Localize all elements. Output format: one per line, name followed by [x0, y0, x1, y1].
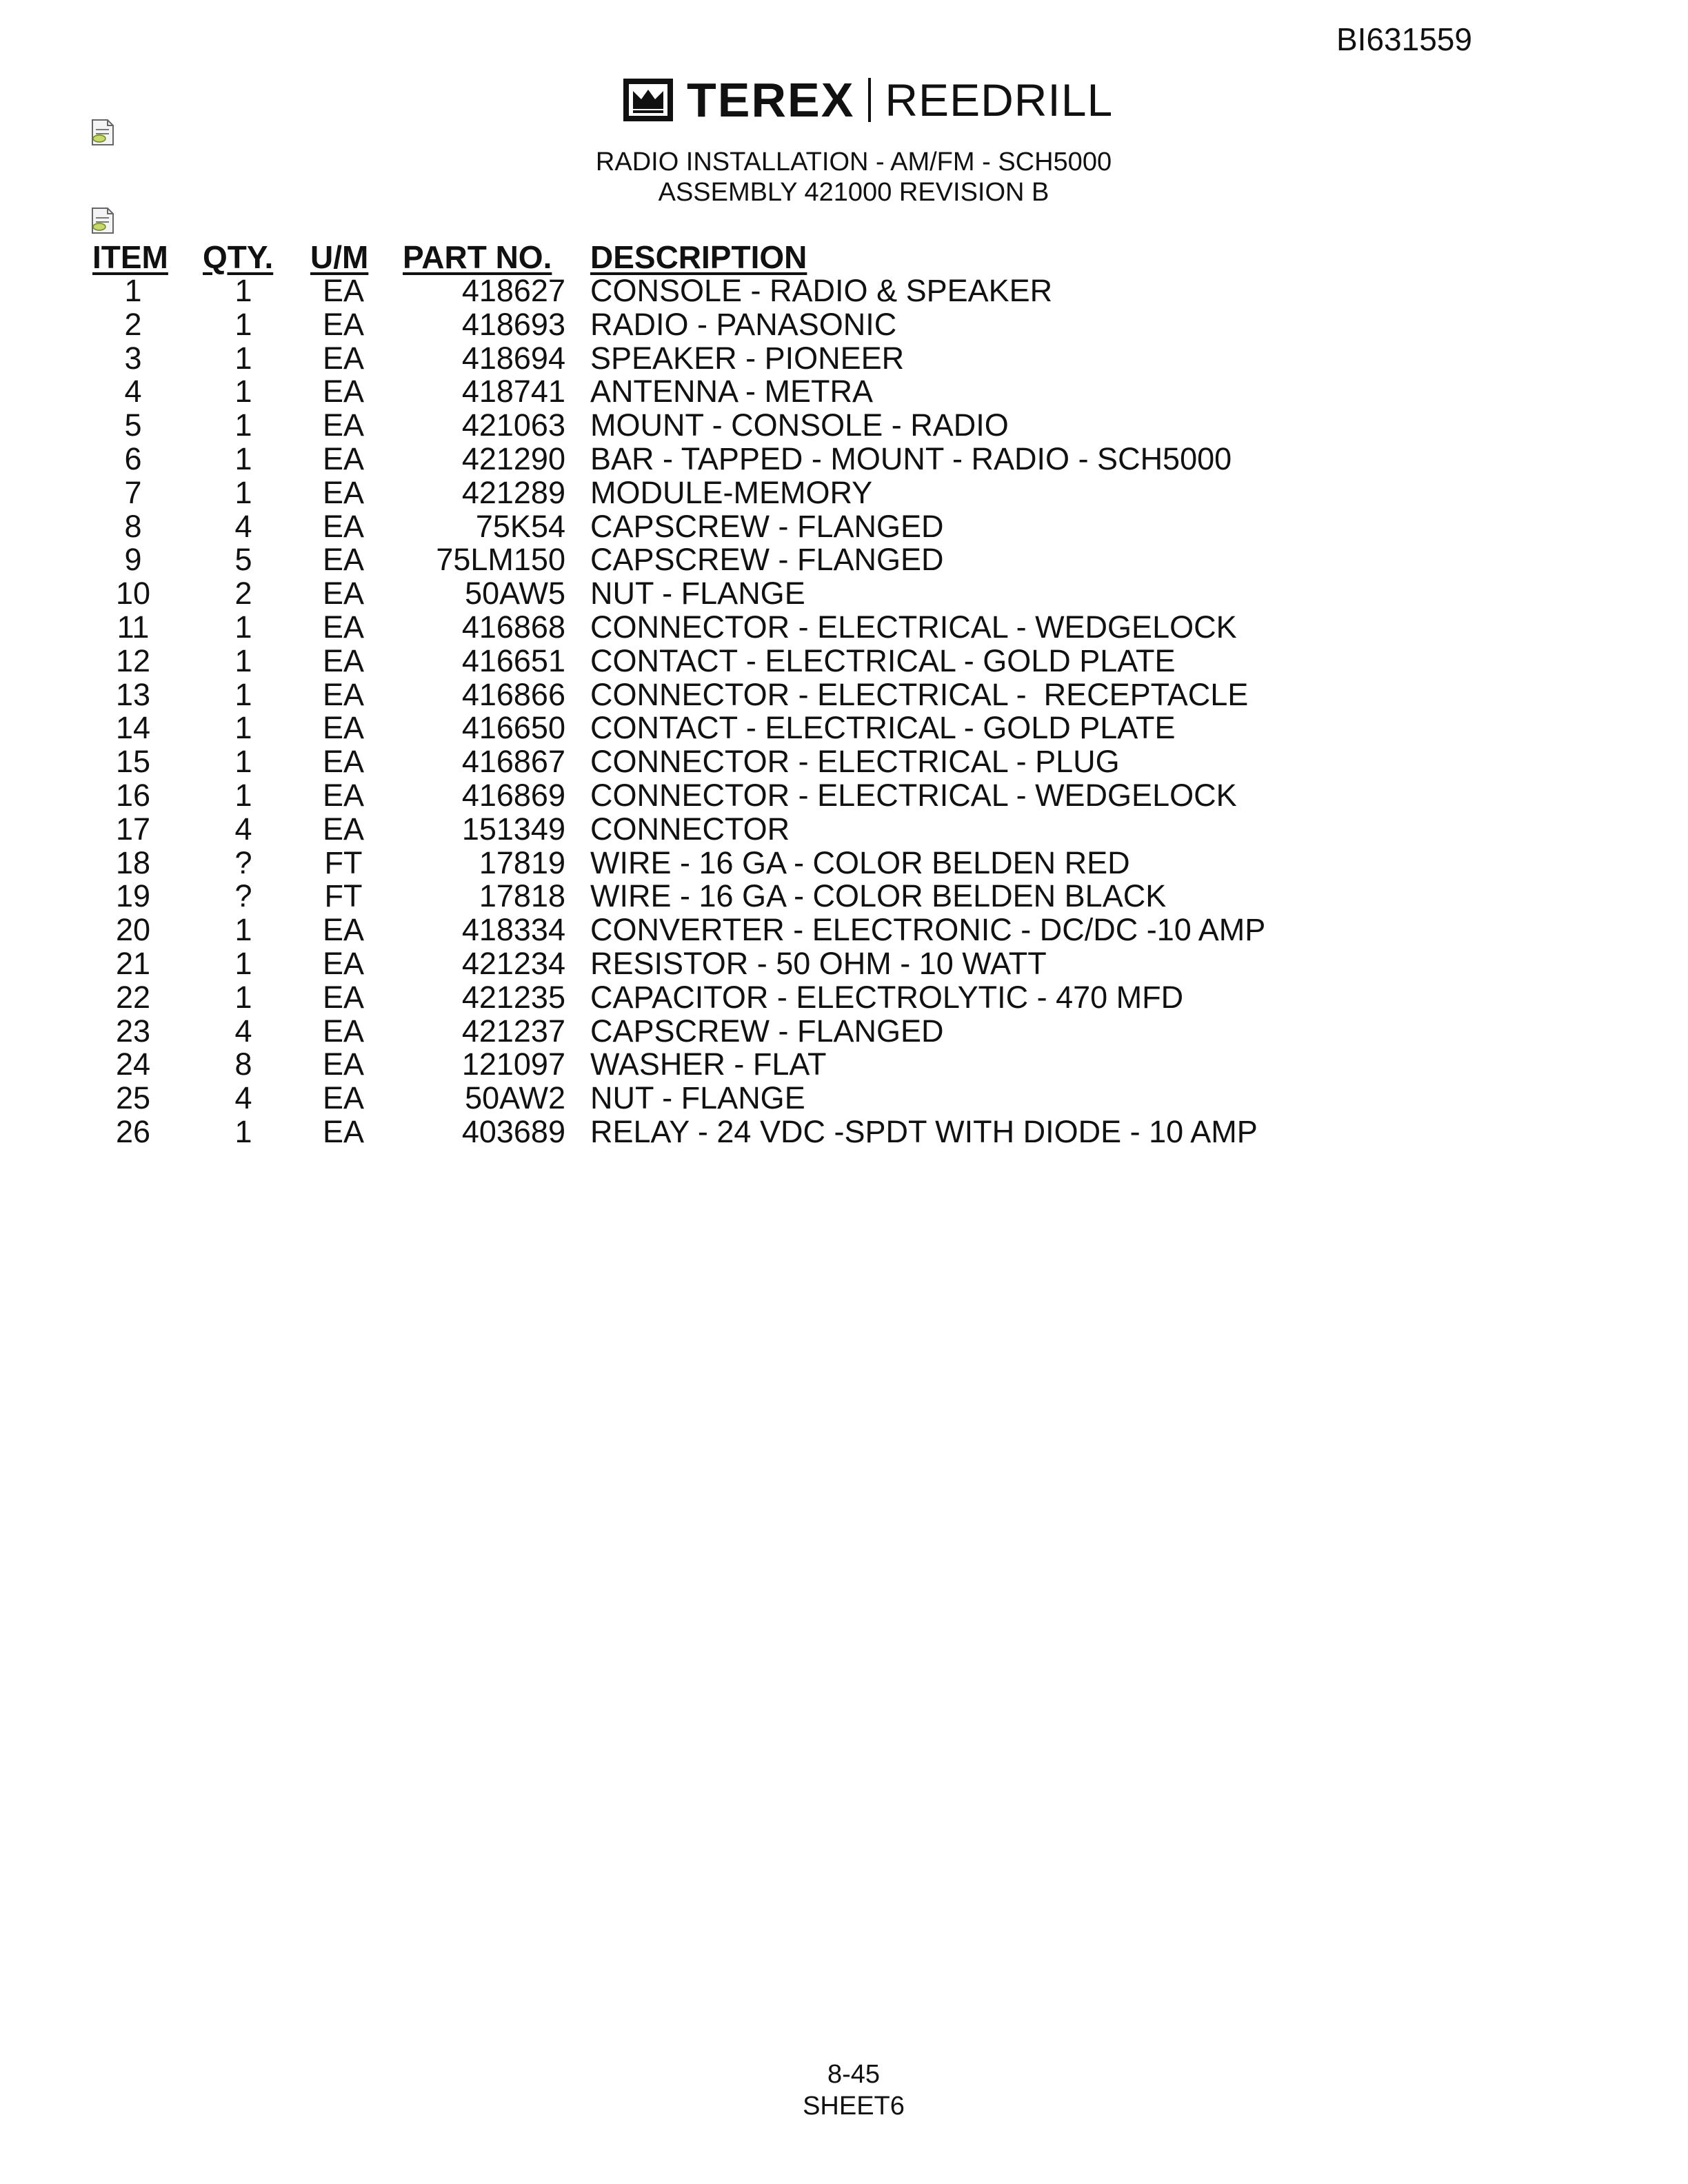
row-part-no: 416866 — [461, 676, 565, 712]
row-part-no: 416867 — [461, 744, 565, 780]
row-part-no: 416869 — [461, 778, 565, 813]
row-um: FT — [324, 845, 363, 880]
row-description: CONNECTOR - ELECTRICAL - PLUG — [590, 744, 1120, 780]
logo-divider — [868, 78, 871, 122]
row-part-no: 121097 — [461, 1046, 565, 1082]
row-part-no: 17819 — [479, 845, 565, 880]
header-part-no: PART NO. — [403, 239, 552, 275]
row-um: EA — [322, 273, 365, 308]
logo-brand-text: TEREX — [687, 73, 855, 127]
row-um: EA — [322, 912, 365, 948]
document-title: RADIO INSTALLATION - AM/FM - SCH5000 — [595, 148, 1112, 176]
row-part-no: 151349 — [461, 811, 565, 847]
row-qty: ? — [234, 845, 252, 880]
row-part-no: 416868 — [461, 609, 565, 645]
table-row — [0, 542, 1688, 576]
row-item: 3 — [124, 340, 142, 376]
page-number: 8-45 — [827, 2060, 881, 2089]
table-row — [0, 341, 1688, 374]
row-item: 25 — [115, 1080, 151, 1116]
row-item: 15 — [115, 744, 151, 780]
row-qty: 1 — [234, 407, 252, 443]
row-item: 9 — [124, 542, 142, 578]
table-row — [0, 407, 1688, 441]
header-um: U/M — [310, 239, 369, 275]
sheet-number: SHEET6 — [803, 2092, 905, 2121]
row-item: 23 — [115, 1013, 151, 1049]
table-row — [0, 878, 1688, 912]
table-row — [0, 811, 1688, 845]
row-qty: 1 — [234, 609, 252, 645]
row-qty: 4 — [234, 1013, 252, 1049]
row-item: 10 — [115, 576, 151, 611]
row-part-no: 421235 — [461, 979, 565, 1015]
row-description: MODULE-MEMORY — [590, 474, 873, 510]
row-description: BAR - TAPPED - MOUNT - RADIO - SCH5000 — [590, 441, 1232, 476]
row-description: NUT - FLANGE — [590, 576, 805, 611]
row-description: CONVERTER - ELECTRONIC - DC/DC -10 AMP — [590, 912, 1266, 948]
row-um: EA — [322, 710, 365, 746]
row-part-no: 421237 — [461, 1013, 565, 1049]
table-row — [0, 509, 1688, 543]
row-description: CONTACT - ELECTRICAL - GOLD PLATE — [590, 710, 1176, 746]
row-um: EA — [322, 508, 365, 544]
row-qty: 8 — [234, 1046, 252, 1082]
row-item: 8 — [124, 508, 142, 544]
row-item: 26 — [115, 1114, 151, 1149]
row-item: 21 — [115, 946, 151, 981]
row-item: 1 — [124, 273, 142, 308]
row-qty: 4 — [234, 811, 252, 847]
row-qty: 1 — [234, 979, 252, 1015]
row-qty: 1 — [234, 1114, 252, 1149]
row-qty: 1 — [234, 441, 252, 476]
table-row — [0, 374, 1688, 410]
row-part-no: 418693 — [461, 306, 565, 342]
row-part-no: 416650 — [461, 710, 565, 746]
row-description: WASHER - FLAT — [590, 1046, 827, 1082]
row-description: SPEAKER - PIONEER — [590, 340, 905, 376]
row-description: MOUNT - CONSOLE - RADIO — [590, 407, 1009, 443]
row-qty: 1 — [234, 340, 252, 376]
row-um: EA — [322, 946, 365, 981]
table-row — [0, 576, 1688, 609]
document-id: BI631559 — [1336, 21, 1472, 57]
row-description: RELAY - 24 VDC -SPDT WITH DIODE - 10 AMP — [590, 1114, 1258, 1149]
table-row — [0, 912, 1688, 946]
row-um: EA — [322, 979, 365, 1015]
table-row — [0, 710, 1688, 744]
row-qty: ? — [234, 878, 252, 914]
row-part-no: 418694 — [461, 340, 565, 376]
row-um: EA — [322, 340, 365, 376]
row-part-no: 416651 — [461, 643, 565, 678]
row-qty: 1 — [234, 912, 252, 948]
row-description: CONTACT - ELECTRICAL - GOLD PLATE — [590, 643, 1176, 678]
row-item: 4 — [124, 374, 142, 410]
table-row — [0, 1013, 1688, 1047]
row-description: CAPSCREW - FLANGED — [590, 508, 944, 544]
table-row — [0, 307, 1688, 341]
row-qty: 4 — [234, 508, 252, 544]
row-item: 14 — [115, 710, 151, 746]
row-um: EA — [322, 441, 365, 476]
row-part-no: 50AW2 — [465, 1080, 565, 1116]
row-item: 11 — [117, 609, 150, 645]
row-item: 22 — [115, 979, 151, 1015]
row-item: 6 — [124, 441, 142, 476]
table-row — [0, 441, 1688, 475]
table-row — [0, 273, 1688, 307]
terex-reedrill-logo — [623, 72, 1113, 128]
row-description: CONNECTOR — [590, 811, 790, 847]
row-um: EA — [322, 609, 365, 645]
row-part-no: 17818 — [479, 878, 565, 914]
row-qty: 1 — [234, 710, 252, 746]
row-description: CONNECTOR - ELECTRICAL - RECEPTACLE — [590, 676, 1249, 712]
row-description: NUT - FLANGE — [590, 1080, 805, 1116]
row-qty: 1 — [234, 273, 252, 308]
table-row — [0, 475, 1688, 509]
table-row — [0, 677, 1688, 711]
row-item: 18 — [115, 845, 151, 880]
row-description: CAPACITOR - ELECTROLYTIC - 470 MFD — [590, 979, 1184, 1015]
row-description: CONSOLE - RADIO & SPEAKER — [590, 273, 1053, 308]
row-part-no: 75LM150 — [436, 542, 565, 578]
row-um: EA — [322, 374, 365, 410]
table-row — [0, 609, 1688, 643]
row-um: EA — [322, 1046, 365, 1082]
row-item: 24 — [115, 1046, 151, 1082]
table-row — [0, 1080, 1688, 1114]
row-um: EA — [322, 474, 365, 510]
row-um: FT — [324, 878, 363, 914]
row-item: 12 — [115, 643, 151, 678]
row-item: 5 — [124, 407, 142, 443]
row-qty: 1 — [234, 474, 252, 510]
row-qty: 1 — [234, 643, 252, 678]
table-row — [0, 946, 1688, 980]
row-description: CAPSCREW - FLANGED — [590, 1013, 944, 1049]
row-item: 7 — [124, 474, 142, 510]
row-description: WIRE - 16 GA - COLOR BELDEN BLACK — [590, 878, 1167, 914]
row-part-no: 403689 — [461, 1114, 565, 1149]
terex-crown-logo-icon — [623, 79, 673, 121]
row-qty: 1 — [234, 744, 252, 780]
row-um: EA — [322, 778, 365, 813]
row-qty: 1 — [234, 778, 252, 813]
row-item: 20 — [115, 912, 151, 948]
row-description: RESISTOR - 50 OHM - 10 WATT — [590, 946, 1047, 981]
table-row — [0, 778, 1688, 811]
logo-product-text: REEDRILL — [885, 74, 1114, 125]
row-item: 2 — [124, 306, 142, 342]
table-row — [0, 980, 1688, 1013]
row-qty: 1 — [234, 676, 252, 712]
table-row — [0, 845, 1688, 879]
table-row — [0, 744, 1688, 778]
row-qty: 1 — [234, 374, 252, 410]
header-description: DESCRIPTION — [590, 239, 807, 275]
table-row — [0, 1114, 1688, 1148]
row-description: ANTENNA - METRA — [590, 374, 874, 410]
row-part-no: 418334 — [461, 912, 565, 948]
row-um: EA — [322, 542, 365, 578]
row-um: EA — [322, 576, 365, 611]
row-um: EA — [322, 407, 365, 443]
row-qty: 2 — [234, 576, 252, 611]
row-description: RADIO - PANASONIC — [590, 306, 897, 342]
row-description: CONNECTOR - ELECTRICAL - WEDGELOCK — [590, 778, 1237, 813]
row-part-no: 421234 — [461, 946, 565, 981]
header-qty: QTY. — [203, 239, 274, 275]
row-part-no: 75K54 — [475, 508, 565, 544]
row-description: CAPSCREW - FLANGED — [590, 542, 944, 578]
row-part-no: 418741 — [461, 374, 565, 410]
document-link-icon[interactable] — [90, 119, 116, 146]
row-part-no: 421290 — [461, 441, 565, 476]
row-um: EA — [322, 1080, 365, 1116]
row-um: EA — [322, 1114, 365, 1149]
row-description: CONNECTOR - ELECTRICAL - WEDGELOCK — [590, 609, 1237, 645]
row-item: 13 — [115, 676, 151, 712]
table-row — [0, 1046, 1688, 1080]
row-part-no: 421063 — [461, 407, 565, 443]
row-um: EA — [322, 744, 365, 780]
row-item: 19 — [115, 878, 151, 914]
document-link-icon[interactable] — [90, 207, 116, 234]
assembly-revision: ASSEMBLY 421000 REVISION B — [658, 178, 1049, 207]
row-qty: 4 — [234, 1080, 252, 1116]
row-part-no: 50AW5 — [465, 576, 565, 611]
row-item: 17 — [115, 811, 151, 847]
row-um: EA — [322, 676, 365, 712]
row-description: WIRE - 16 GA - COLOR BELDEN RED — [590, 845, 1130, 880]
row-um: EA — [322, 643, 365, 678]
row-part-no: 421289 — [461, 474, 565, 510]
row-qty: 5 — [234, 542, 252, 578]
row-qty: 1 — [234, 946, 252, 981]
row-part-no: 418627 — [461, 273, 565, 308]
table-row — [0, 643, 1688, 677]
row-um: EA — [322, 306, 365, 342]
row-item: 16 — [115, 778, 151, 813]
header-item: ITEM — [92, 239, 168, 275]
row-qty: 1 — [234, 306, 252, 342]
row-um: EA — [322, 1013, 365, 1049]
row-um: EA — [322, 811, 365, 847]
